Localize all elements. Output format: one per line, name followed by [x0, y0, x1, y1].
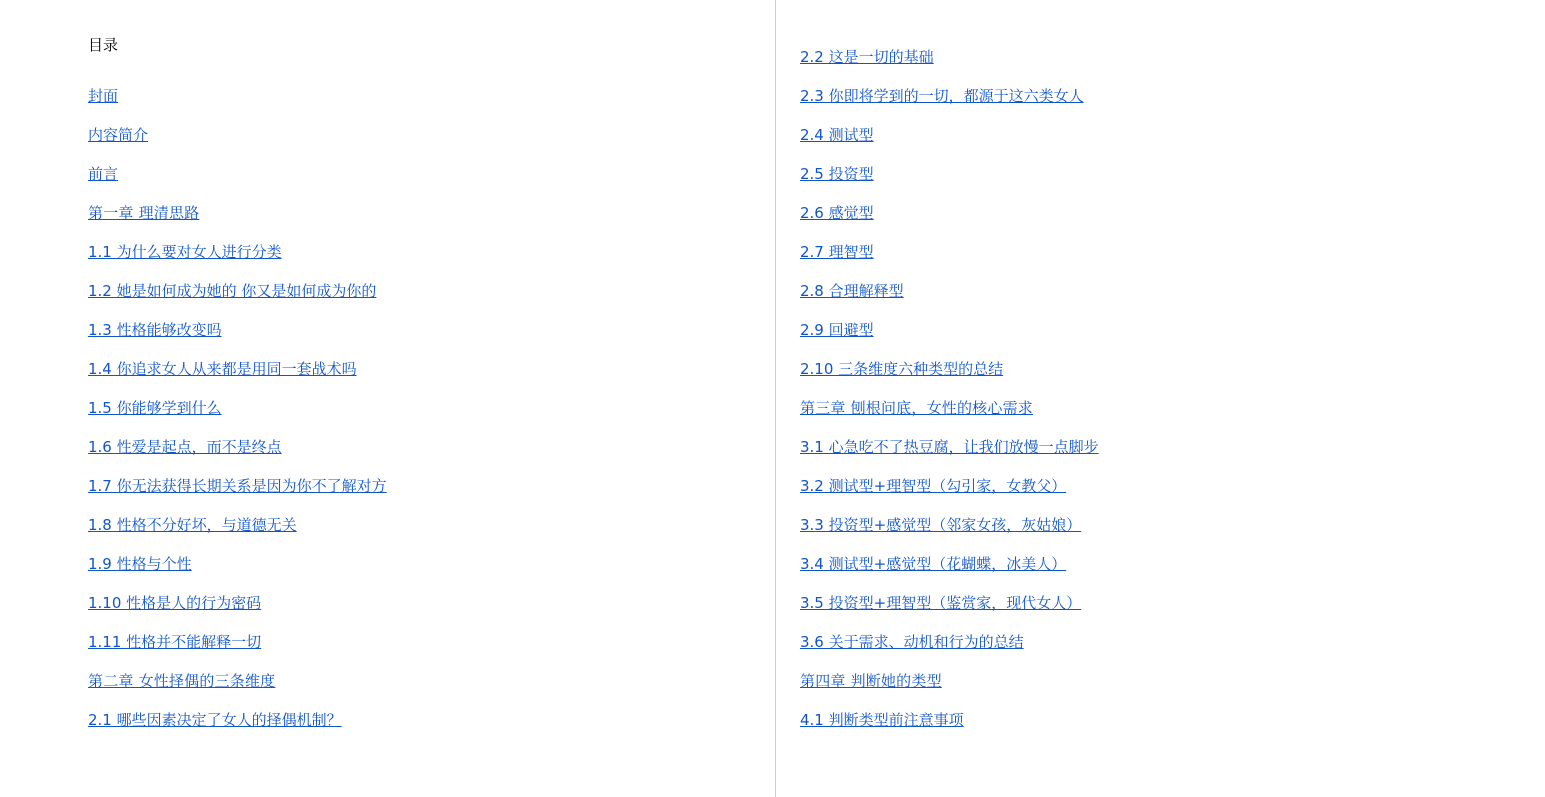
toc-list-left [88, 77, 775, 740]
toc-link-intro[interactable]: 内容简介 [88, 126, 149, 144]
list-item[interactable] [800, 311, 1545, 350]
list-item[interactable] [800, 467, 1545, 506]
list-item[interactable] [800, 350, 1545, 389]
list-item[interactable] [88, 701, 775, 740]
toc-link-1-1[interactable]: 1.1 为什么要对女人进行分类 [88, 243, 282, 261]
toc-column-right [776, 0, 1545, 797]
list-item[interactable] [800, 506, 1545, 545]
toc-link-3-2[interactable]: 3.2 测试型+理智型（勾引家，女教父） [800, 477, 1067, 495]
list-item[interactable] [88, 350, 775, 389]
toc-link-1-8[interactable]: 1.8 性格不分好坏，与道德无关 [88, 516, 297, 534]
toc-link-1-4[interactable]: 1.4 你追求女人从来都是用同一套战术吗 [88, 360, 357, 378]
toc-link-1-5[interactable]: 1.5 你能够学到什么 [88, 399, 222, 417]
list-item[interactable] [800, 584, 1545, 623]
page-title: 目录 [88, 36, 119, 54]
list-item[interactable] [800, 116, 1545, 155]
list-item[interactable] [88, 467, 775, 506]
list-item[interactable] [88, 194, 775, 233]
toc-link-1-11[interactable]: 1.11 性格并不能解释一切 [88, 633, 262, 651]
list-item[interactable] [88, 623, 775, 662]
toc-link-1-3[interactable]: 1.3 性格能够改变吗 [88, 321, 222, 339]
toc-link-chapter-2[interactable]: 第二章 女性择偶的三条维度 [88, 672, 276, 690]
list-item[interactable] [800, 233, 1545, 272]
toc-link-1-7[interactable]: 1.7 你无法获得长期关系是因为你不了解对方 [88, 477, 387, 495]
toc-link-1-6[interactable]: 1.6 性爱是起点，而不是终点 [88, 438, 282, 456]
toc-link-3-3[interactable]: 3.3 投资型+感觉型（邻家女孩，灰姑娘） [800, 516, 1082, 534]
list-item[interactable] [88, 311, 775, 350]
toc-link-2-4[interactable]: 2.4 测试型 [800, 126, 874, 144]
list-item[interactable] [88, 233, 775, 272]
list-item[interactable] [800, 77, 1545, 116]
list-item[interactable] [88, 584, 775, 623]
toc-link-2-2[interactable]: 2.2 这是一切的基础 [800, 48, 934, 66]
list-item[interactable] [88, 389, 775, 428]
toc-link-1-9[interactable]: 1.9 性格与个性 [88, 555, 192, 573]
toc-link-1-2[interactable]: 1.2 她是如何成为她的 你又是如何成为你的 [88, 282, 377, 300]
list-item[interactable] [800, 545, 1545, 584]
list-item[interactable] [800, 194, 1545, 233]
toc-link-3-6[interactable]: 3.6 关于需求、动机和行为的总结 [800, 633, 1024, 651]
list-item[interactable] [88, 506, 775, 545]
toc-link-chapter-4[interactable]: 第四章 判断她的类型 [800, 672, 942, 690]
list-item[interactable] [88, 155, 775, 194]
toc-link-3-4[interactable]: 3.4 测试型+感觉型（花蝴蝶，冰美人） [800, 555, 1067, 573]
toc-link-preface[interactable]: 前言 [88, 165, 119, 183]
toc-link-1-10[interactable]: 1.10 性格是人的行为密码 [88, 594, 262, 612]
list-item[interactable] [88, 545, 775, 584]
list-item[interactable] [800, 155, 1545, 194]
toc-link-cover[interactable]: 封面 [88, 87, 119, 105]
toc-link-2-9[interactable]: 2.9 回避型 [800, 321, 874, 339]
list-item[interactable] [88, 77, 775, 116]
list-item[interactable] [88, 116, 775, 155]
list-item[interactable] [800, 272, 1545, 311]
toc-link-3-5[interactable]: 3.5 投资型+理智型（鉴赏家，现代女人） [800, 594, 1082, 612]
toc-link-2-10[interactable]: 2.10 三条维度六种类型的总结 [800, 360, 1004, 378]
toc-link-chapter-3[interactable]: 第三章 刨根问底，女性的核心需求 [800, 399, 1033, 417]
list-item[interactable] [88, 428, 775, 467]
toc-link-2-3[interactable]: 2.3 你即将学到的一切，都源于这六类女人 [800, 87, 1084, 105]
toc-link-2-1[interactable]: 2.1 哪些因素决定了女人的择偶机制？ [88, 711, 342, 729]
list-item[interactable] [800, 389, 1545, 428]
list-item[interactable] [800, 38, 1545, 77]
toc-link-2-6[interactable]: 2.6 感觉型 [800, 204, 874, 222]
list-item[interactable] [800, 662, 1545, 701]
list-item[interactable] [800, 428, 1545, 467]
toc-list-right [800, 38, 1545, 740]
toc-link-2-7[interactable]: 2.7 理智型 [800, 243, 874, 261]
toc-link-2-5[interactable]: 2.5 投资型 [800, 165, 874, 183]
list-item[interactable] [800, 701, 1545, 740]
list-item[interactable] [88, 272, 775, 311]
toc-link-3-1[interactable]: 3.1 心急吃不了热豆腐，让我们放慢一点脚步 [800, 438, 1099, 456]
toc-link-4-1[interactable]: 4.1 判断类型前注意事项 [800, 711, 964, 729]
list-item[interactable] [88, 662, 775, 701]
list-item[interactable] [800, 623, 1545, 662]
toc-link-chapter-1[interactable]: 第一章 理清思路 [88, 204, 200, 222]
toc-link-2-8[interactable]: 2.8 合理解释型 [800, 282, 904, 300]
